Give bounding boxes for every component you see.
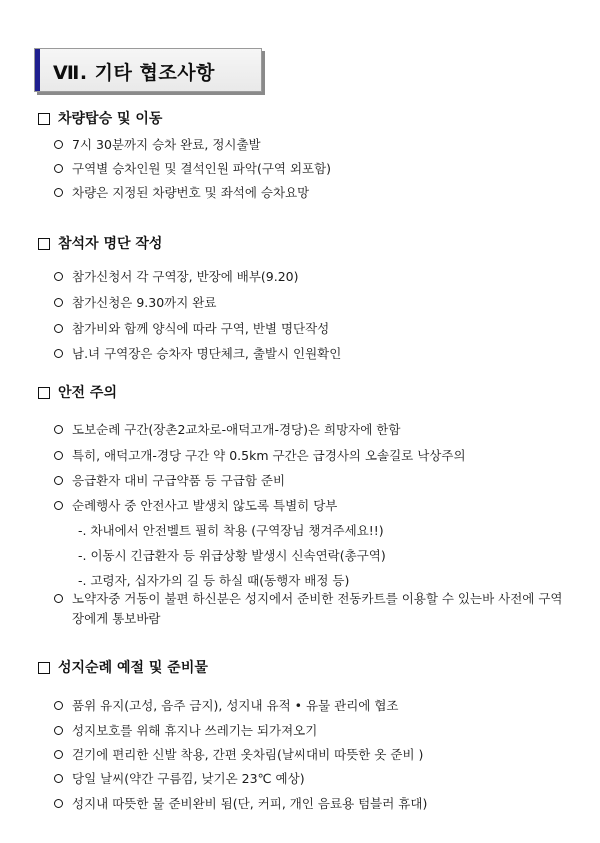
circle-bullet-icon (54, 164, 63, 173)
circle-bullet-icon (54, 451, 63, 460)
list-item: 품위 유지(고성, 음주 금지), 성지내 유적 • 유물 관리에 협조 (54, 695, 399, 715)
list-item: 특히, 애덕고개-경당 구간 약 0.5km 구간은 급경사의 오솔길로 낙상주의 (54, 445, 466, 465)
page-title: Ⅶ. 기타 협조사항 (53, 62, 215, 84)
list-item: 구역별 승차인원 및 결석인원 파악(구역 외포함) (54, 158, 331, 178)
circle-bullet-icon (54, 349, 63, 358)
list-item: 참가신청은 9.30까지 완료 (54, 292, 216, 312)
title-accent-bar (35, 49, 40, 91)
checkbox-icon (38, 113, 50, 125)
list-item: 당일 날씨(약간 구름낌, 낮기온 23℃ 예상) (54, 768, 305, 788)
list-item: 도보순례 구간(장촌2교차로-애덕고개-경당)은 희망자에 한함 (54, 419, 400, 439)
section-heading: 성지순례 예절 및 준비물 (58, 660, 208, 676)
circle-bullet-icon (54, 726, 63, 735)
section-heading-row (38, 108, 162, 128)
list-item: 성지보호를 위해 휴지나 쓰레기는 되가져오기 (54, 720, 317, 740)
circle-bullet-icon (54, 188, 63, 197)
section-heading: 안전 주의 (58, 385, 117, 401)
circle-bullet-icon (54, 425, 63, 434)
circle-bullet-icon (54, 476, 63, 485)
circle-bullet-icon (54, 594, 63, 603)
circle-bullet-icon (54, 272, 63, 281)
list-item: 성지내 따뜻한 물 준비완비 됨(단, 커피, 개인 음료용 텀블러 휴대) (54, 793, 427, 813)
list-item: 참가신청서 각 구역장, 반장에 배부(9.20) (54, 266, 299, 286)
circle-bullet-icon (54, 324, 63, 333)
circle-bullet-icon (54, 750, 63, 759)
list-item: 걷기에 편리한 신발 착용, 간편 옷차림(날씨대비 따뜻한 옷 준비 ) (54, 744, 423, 764)
circle-bullet-icon (54, 501, 63, 510)
section-heading: 참석자 명단 작성 (58, 236, 163, 252)
list-item-multiline: 노약자중 거동이 불편 하신분은 성지에서 준비한 전동카트를 이용할 수 있는바 사전에 구역장에게 통보바람 (54, 589, 574, 629)
section-heading-row (38, 657, 208, 677)
sub-item: -. 고령자, 십자가의 길 등 하실 때(동행자 배정 등) (78, 573, 350, 588)
sub-item: -. 이동시 긴급환자 등 위급상황 발생시 신속연락(총구역) (78, 548, 386, 563)
checkbox-icon (38, 238, 50, 250)
circle-bullet-icon (54, 140, 63, 149)
list-item: 차량은 지정된 차량번호 및 좌석에 승차요망 (54, 182, 309, 202)
circle-bullet-icon (54, 774, 63, 783)
list-item: 참가비와 함께 양식에 따라 구역, 반별 명단작성 (54, 318, 329, 338)
list-item: 남.녀 구역장은 승차자 명단체크, 출발시 인원확인 (54, 343, 341, 363)
section-heading: 차량탑승 및 이동 (58, 111, 163, 127)
section-title-box (34, 48, 262, 92)
list-item: 7시 30분까지 승차 완료, 정시출발 (54, 134, 261, 154)
section-heading-row (38, 233, 162, 253)
circle-bullet-icon (54, 799, 63, 808)
circle-bullet-icon (54, 701, 63, 710)
checkbox-icon (38, 662, 50, 674)
section-heading-row (38, 382, 117, 402)
list-item: 응급환자 대비 구급약품 등 구급함 준비 (54, 470, 285, 490)
circle-bullet-icon (54, 298, 63, 307)
checkbox-icon (38, 387, 50, 399)
list-item: 순례행사 중 안전사고 발생치 않도록 특별히 당부 (54, 495, 337, 515)
sub-item: -. 차내에서 안전벨트 필히 착용 (구역장님 챙겨주세요!!) (78, 523, 384, 538)
